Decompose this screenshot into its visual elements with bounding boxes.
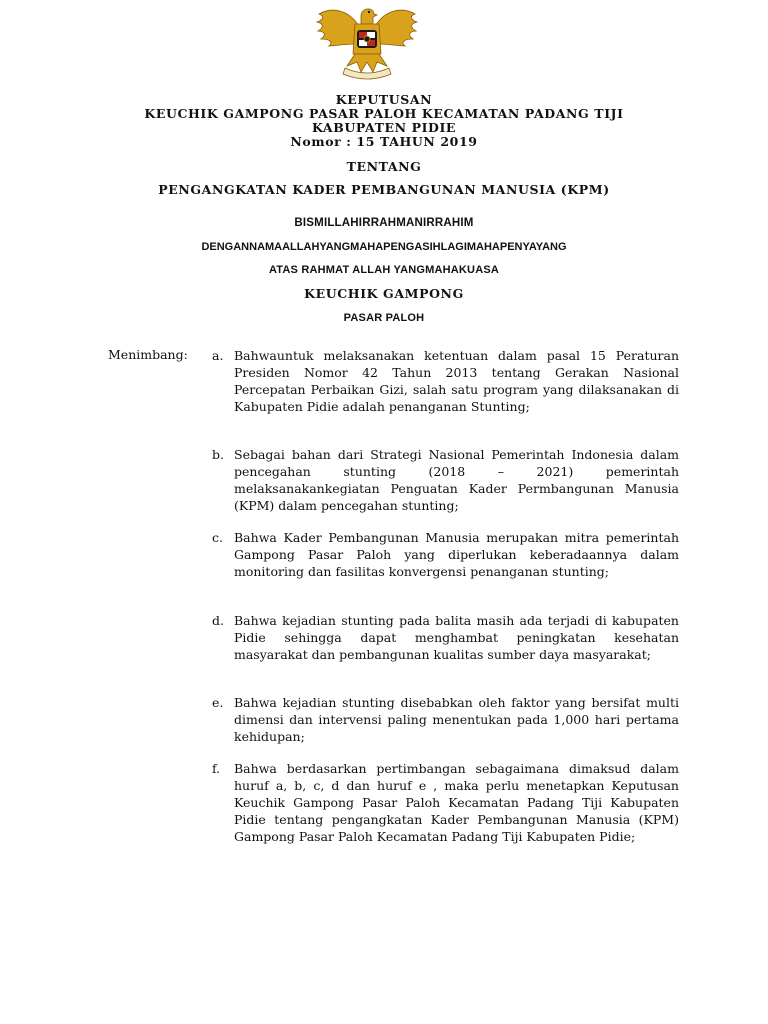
considering-item-d [212, 612, 678, 682]
about-label: TENTANG [346, 159, 422, 174]
item-letter: b. [212, 447, 224, 462]
village-name: PASAR PALOH [343, 312, 425, 324]
item-text: Bahwa kejadian stunting pada balita masih ada terjadi di kabupaten Pidie sehingga dapat menghambat peningkatan kesehatan masyarakat dan pembangunan kualitas sumber daya masyarakat; [234, 613, 679, 662]
item-letter: d. [212, 613, 224, 628]
item-text: Sebagai bahan dari Strategi Nasional Pemerintah Indonesia dalam pencegahan stunting (2018 – 2021) pemerintah melaksanakankegiatan Penguatan Kader Permbangunan Manusia (KPM) dalam pencegahan stunting; [234, 447, 679, 513]
decree-number: Nomor : 15 TAHUN 2019 [290, 134, 478, 149]
decree-title: KEPUTUSAN [335, 92, 433, 107]
garuda-emblem-icon [311, 0, 423, 80]
considering-item-b [212, 446, 678, 516]
item-text: Bahwa kejadian stunting disebabkan oleh faktor yang bersifat multi dimensi dan intervensi paling menentukan pada 1,000 hari pertama kehidupan; [234, 695, 679, 744]
grace-line: ATAS RAHMAT ALLAH YANGMAHAKUASA [268, 264, 500, 276]
item-text: Bahwa berdasarkan pertimbangan sebagaimana dimaksud dalam huruf a, b, c, d dan huruf e , maka perlu menetapkan Keputusan Keuchik Gampong Pasar Paloh Kecamatan Padang Tiji Kabupaten Pidie tentang pengangkatan Kader Pembangunan Manusia (KPM) Gampong Pasar Paloh Kecamatan Padang Tiji Kabupaten Pidie; [234, 761, 679, 844]
considering-label: Menimbang: [108, 347, 188, 362]
considering-item-f [212, 760, 678, 880]
item-letter: f. [212, 761, 221, 776]
item-text: Bahwa Kader Pembangunan Manusia merupakan mitra pemerintah Gampong Pasar Paloh yang diperlukan keberadaannya dalam monitoring dan fasilitas konvergensi penanganan stunting; [234, 530, 679, 579]
decree-regency: KABUPATEN PIDIE [311, 120, 457, 135]
considering-item-e [212, 694, 678, 748]
item-letter: c. [212, 530, 223, 545]
considering-item-c [212, 529, 678, 599]
item-letter: e. [212, 695, 224, 710]
bismillah-line: BISMILLAHIRRAHMANIRRAHIM [294, 217, 474, 229]
decree-subject: PENGANGKATAN KADER PEMBANGUNAN MANUSIA (KPM) [158, 182, 610, 197]
item-letter: a. [212, 348, 224, 363]
official-title: KEUCHIK GAMPONG [304, 286, 464, 301]
basmalah-line: DENGANNAMAALLAHYANGMAHAPENGASIHLAGIMAHAPENYAYANG [201, 241, 567, 253]
item-text: Bahwauntuk melaksanakan ketentuan dalam pasal 15 Peraturan Presiden Nomor 42 Tahun 2013 tentang Gerakan Nasional Percepatan Perbaikan Gizi, salah satu program yang dilaksanakan di Kabupaten Pidie adalah penanganan Stunting; [234, 348, 679, 414]
decree-issuer: KEUCHIK GAMPONG PASAR PALOH KECAMATAN PADANG TIJI [144, 106, 624, 121]
considering-item-a [212, 347, 678, 433]
